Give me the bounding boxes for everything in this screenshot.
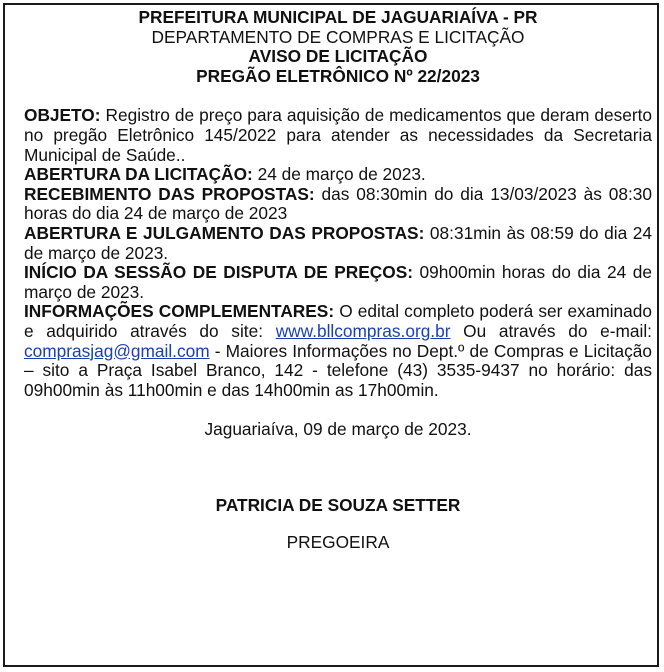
informacoes-label: INFORMAÇÕES COMPLEMENTARES: bbox=[24, 301, 335, 322]
header-department: DEPARTAMENTO DE COMPRAS E LICITAÇÃO bbox=[151, 26, 525, 47]
julgamento-paragraph bbox=[24, 224, 652, 263]
inicio-label: INÍCIO DA SESSÃO DE DISPUTA DE PREÇOS: bbox=[24, 262, 413, 283]
signature-role: PREGOEIRA bbox=[286, 531, 390, 552]
recebimento-text: das 08:30min do dia 13/03/2023 às 08:30 horas do dia 24 de março de 2023 bbox=[24, 183, 652, 224]
objeto-text: Registro de preço para aquisição de medicamentos que deram deserto no pregão Eletrônico 145/2022 para atender as necessidades da Secretaria Municipal de Saúde.. bbox=[24, 105, 652, 165]
informacoes-text-3: - Maiores Informações no Dept.º de Compras e Licitação – sito a Praça Isabel Branco, 142 - telefone (43) 3535-9437 no horário: das 09h00min às 11h00min e das 14h00min as 17h00min. bbox=[24, 340, 652, 400]
informacoes-text-2: Ou através do e-mail: bbox=[450, 320, 652, 341]
abertura-text: 24 de março de 2023. bbox=[252, 164, 426, 185]
informacoes-text-1: O edital completo poderá ser examinado e adquirido através do site: bbox=[24, 301, 652, 341]
header-pregao-number: PREGÃO ELETRÔNICO Nº 22/2023 bbox=[196, 65, 480, 86]
informacoes-paragraph bbox=[24, 302, 652, 400]
inicio-paragraph bbox=[24, 263, 652, 302]
header-notice-type: AVISO DE LICITAÇÃO bbox=[248, 46, 428, 67]
recebimento-paragraph bbox=[24, 185, 652, 224]
abertura-label: ABERTURA DA LICITAÇÃO: bbox=[24, 164, 253, 185]
abertura-paragraph bbox=[24, 165, 652, 185]
notice-body bbox=[24, 106, 652, 400]
objeto-paragraph bbox=[24, 106, 652, 165]
site-link[interactable]: www.bllcompras.org.br bbox=[275, 320, 451, 341]
julgamento-label: ABERTURA E JULGAMENTO DAS PROPOSTAS: bbox=[24, 222, 425, 243]
signature-name: PATRICIA DE SOUZA SETTER bbox=[215, 494, 461, 515]
date-line: Jaguariaíva, 09 de março de 2023. bbox=[204, 419, 472, 440]
objeto-label: OBJETO: bbox=[24, 105, 101, 126]
inicio-text: 09h00min horas do dia 24 de março de 2023. bbox=[24, 262, 652, 302]
recebimento-label: RECEBIMENTO DAS PROPOSTAS: bbox=[24, 183, 315, 204]
header-municipality: PREFEITURA MUNICIPAL DE JAGUARIAÍVA - PR bbox=[138, 7, 538, 27]
julgamento-text: 08:31min às 08:59 do dia 24 de março de 2023. bbox=[24, 222, 652, 263]
email-link[interactable]: comprasjag@gmail.com bbox=[24, 340, 210, 361]
licitacao-notice bbox=[24, 8, 652, 570]
